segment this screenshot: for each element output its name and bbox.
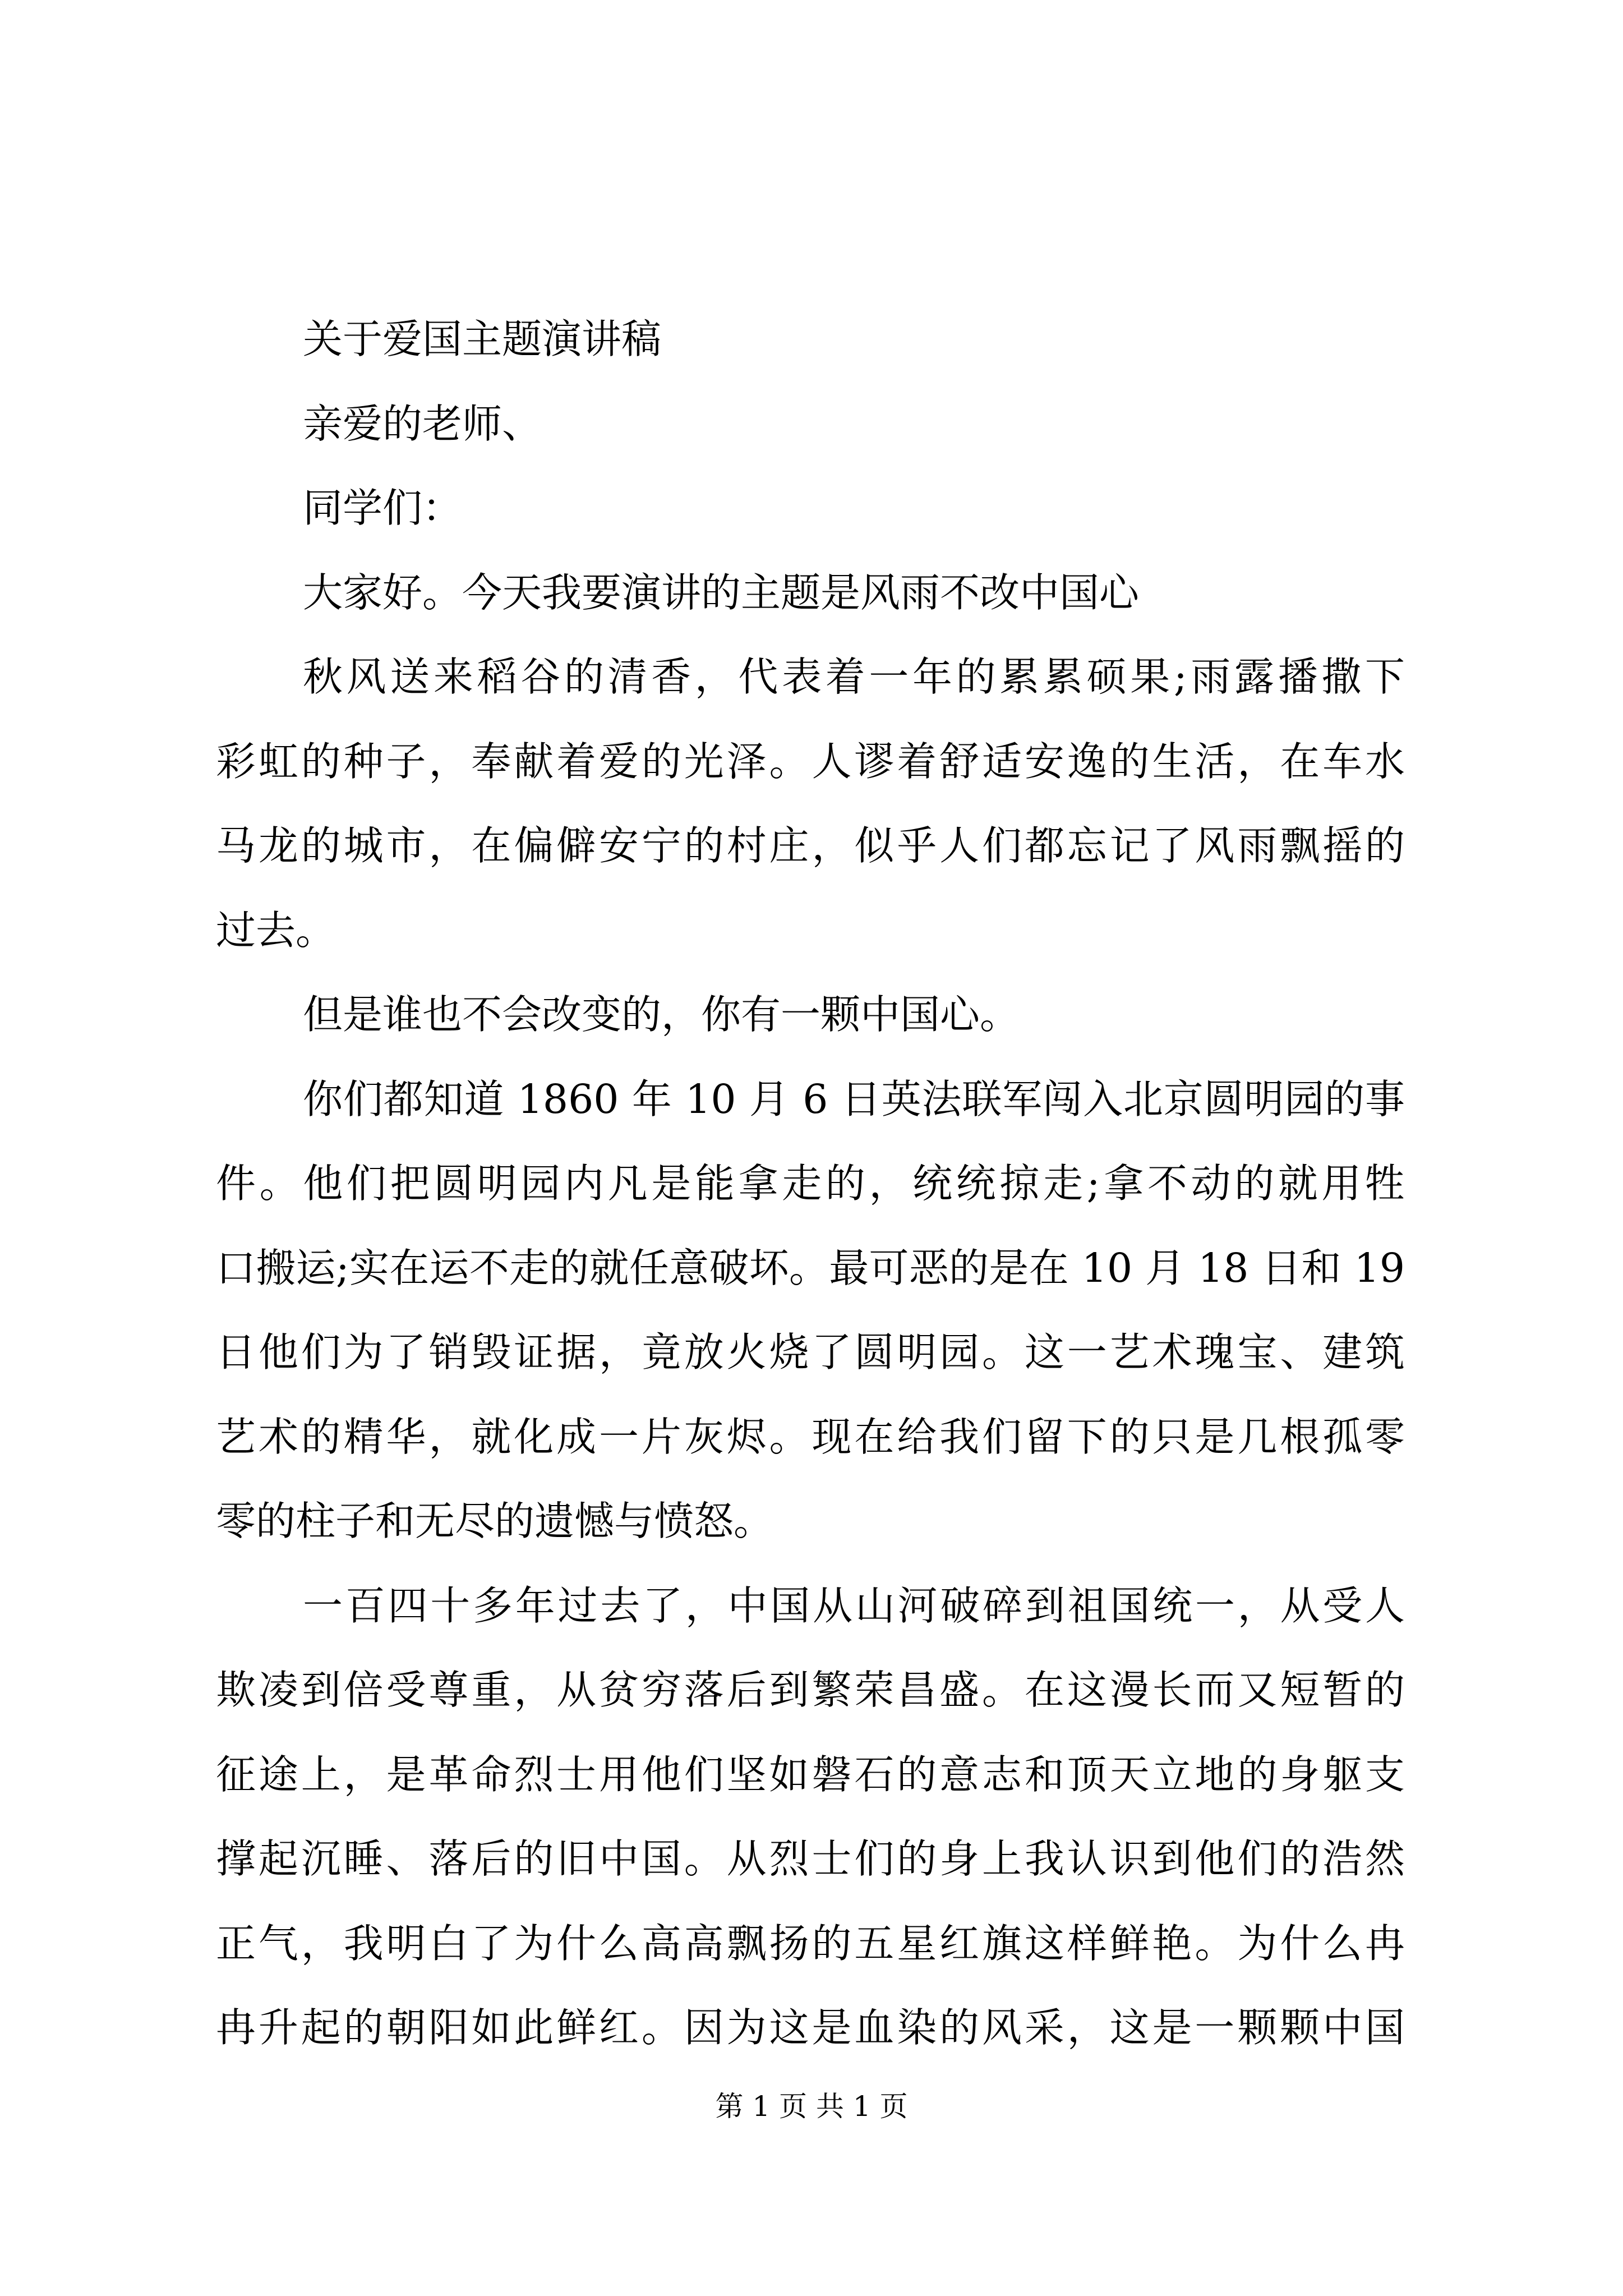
salutation-line: 同学们： (303, 485, 463, 531)
paragraph-line: 撑起沉睡、落后的旧中国。从烈士们的身上我认识到他们的浩然 (216, 1835, 1405, 1882)
paragraph-line: 零的柱子和无尽的遗憾与愤怒。 (216, 1498, 774, 1544)
salutation-line: 亲爱的老师、 (303, 401, 542, 447)
paragraph-line: 你们都知道 1860 年 10 月 6 日英法联军闯入北京圆明园的事 (303, 1076, 1405, 1122)
greeting-line: 大家好。今天我要演讲的主题是风雨不改中国心 (303, 569, 1140, 616)
paragraph-line: 正气，我明白了为什么高高飘扬的五星红旗这样鲜艳。为什么冉 (216, 1920, 1405, 1967)
document-title: 关于爱国主题演讲稿 (303, 316, 662, 362)
paragraph-line: 一百四十多年过去了，中国从山河破碎到祖国统一，从受人 (303, 1582, 1405, 1629)
page-number-footer: 第 1 页 共 1 页 (715, 2090, 908, 2123)
paragraph-line: 艺术的精华，就化成一片灰烬。现在给我们留下的只是几根孤零 (216, 1414, 1405, 1460)
paragraph-line: 日他们为了销毁证据，竟放火烧了圆明园。这一艺术瑰宝、建筑 (216, 1329, 1405, 1375)
paragraph-line: 过去。 (216, 907, 336, 954)
paragraph-line: 征途上，是革命烈士用他们坚如磐石的意志和顶天立地的身躯支 (216, 1751, 1405, 1798)
paragraph-line: 彩虹的种子，奉献着爱的光泽。人谬着舒适安逸的生活，在车水 (216, 738, 1405, 785)
paragraph-line: 但是谁也不会改变的，你有一颗中国心。 (303, 991, 1020, 1038)
paragraph-line: 欺凌到倍受尊重，从贫穷落后到繁荣昌盛。在这漫长而又短暂的 (216, 1667, 1405, 1713)
paragraph-line: 件。他们把圆明园内凡是能拿走的，统统掠走;拿不动的就用牲 (216, 1160, 1405, 1207)
paragraph-line: 马龙的城市，在偏僻安宁的村庄，似乎人们都忘记了风雨飘摇的 (216, 822, 1405, 869)
paragraph-line: 冉升起的朝阳如此鲜红。因为这是血染的风采，这是一颗颗中国 (216, 2004, 1405, 2051)
paragraph-line: 口搬运;实在运不走的就任意破坏。最可恶的是在 10 月 18 日和 19 (216, 1245, 1405, 1291)
paragraph-line: 秋风送来稻谷的清香，代表着一年的累累硕果;雨露播撒下 (303, 654, 1405, 700)
